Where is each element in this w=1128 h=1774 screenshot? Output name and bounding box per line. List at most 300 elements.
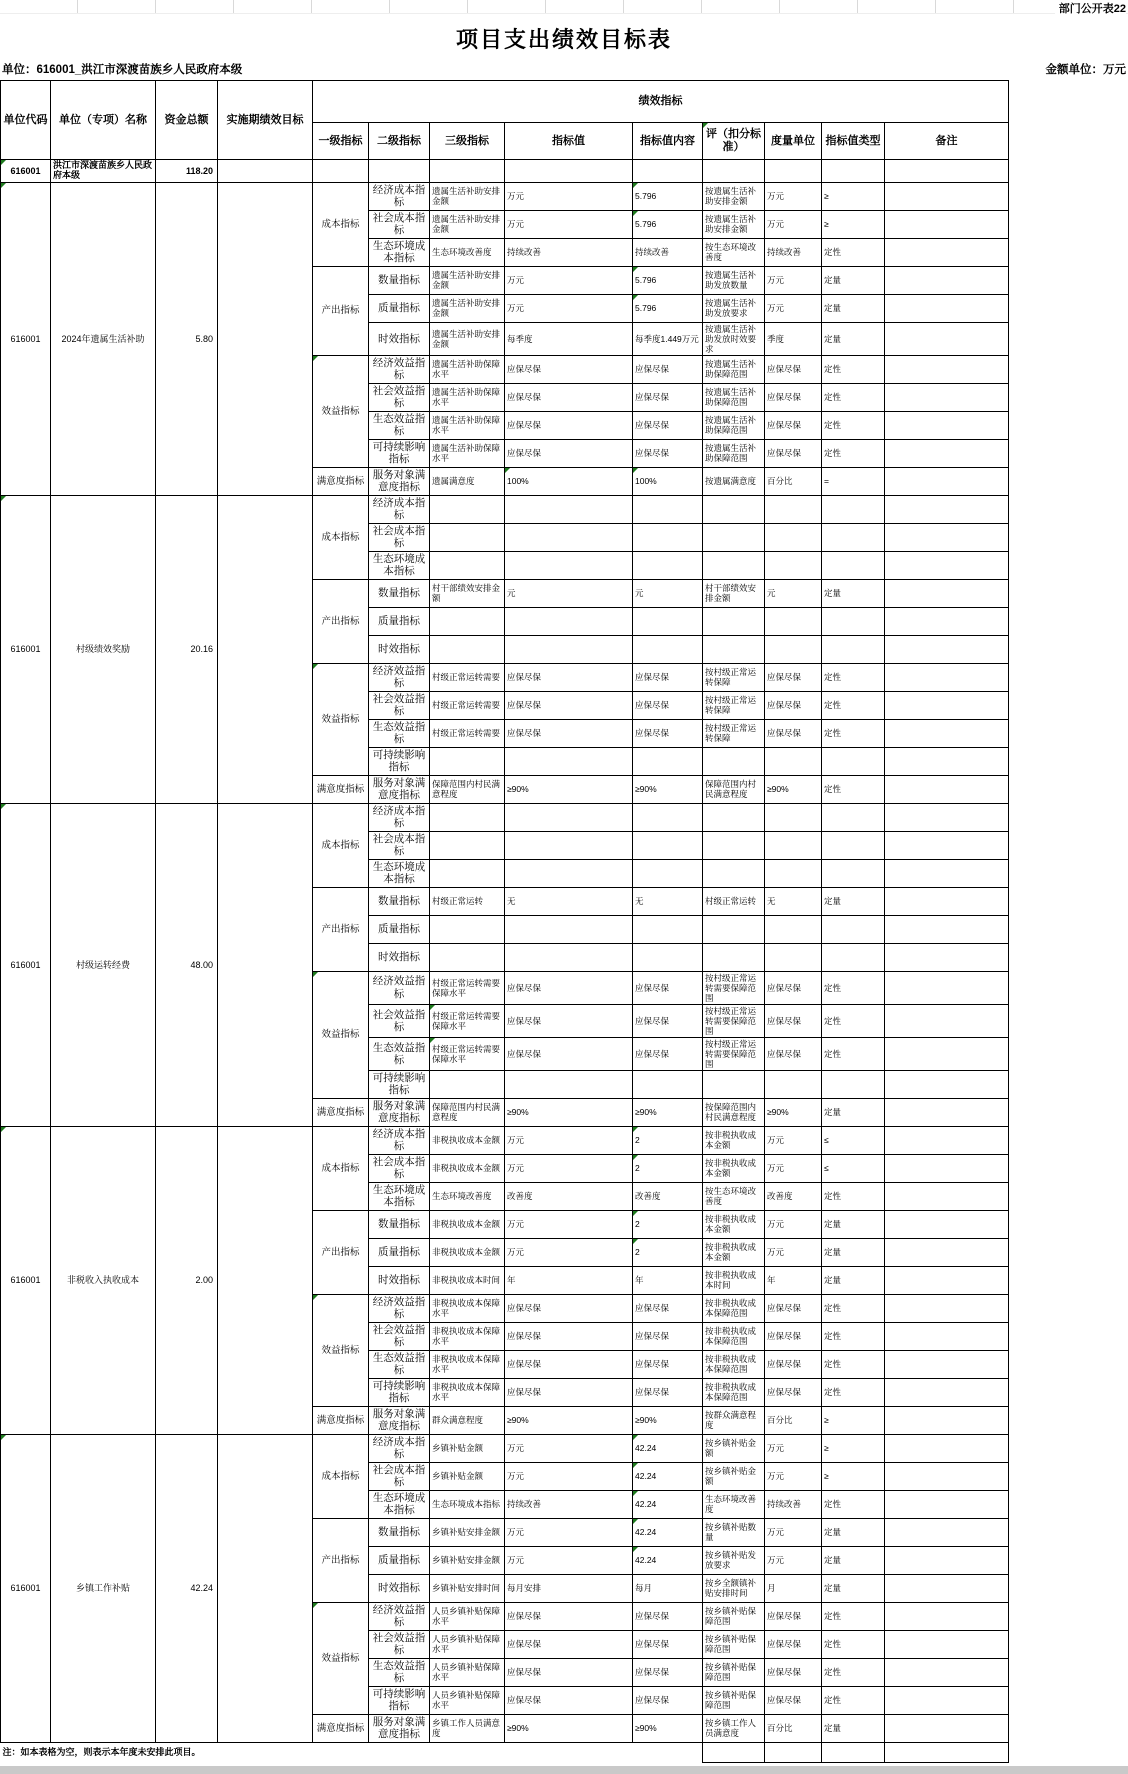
cell-value-content: 持续改善 <box>633 238 703 266</box>
cell-remark <box>885 1602 1009 1630</box>
cell-indicator-value: 每季度 <box>505 322 633 355</box>
cell-flag-icon <box>633 267 638 272</box>
cell-remark <box>885 1406 1009 1434</box>
cell-remark <box>885 1434 1009 1462</box>
cell-indicator-value: 应保尽保 <box>505 411 633 439</box>
cell-level3-indicator: 人员乡镇补贴保障水平 <box>430 1658 505 1686</box>
cell-measure-unit: 万元 <box>765 1210 822 1238</box>
cell-level1-indicator: 效益指标 <box>313 1294 369 1406</box>
cell-level3-indicator: 遗属生活补助安排金额 <box>430 266 505 294</box>
cell-standard <box>703 1742 765 1762</box>
cell-value-type: 定性 <box>822 719 885 747</box>
cell-level3-indicator: 村级正常运转需要 <box>430 719 505 747</box>
cell-flag-icon <box>313 972 318 977</box>
cell-measure-unit: 应保尽保 <box>765 1037 822 1070</box>
cell-scoring-standard <box>703 803 765 831</box>
cell-remark <box>885 719 1009 747</box>
indicator-row <box>1 1434 1009 1462</box>
cell-level1-indicator: 效益指标 <box>313 355 369 467</box>
cell-level2-indicator: 服务对象满意度指标 <box>369 467 430 495</box>
cell-flag-icon <box>633 1127 638 1132</box>
cell-scoring-standard: 按非税执收成本保障范围 <box>703 1322 765 1350</box>
cell-flag-icon <box>703 123 708 128</box>
cell-value-content: 应保尽保 <box>633 1378 703 1406</box>
cell-measure-unit: 万元 <box>765 1518 822 1546</box>
cell-value-type: ≥ <box>822 1462 885 1490</box>
cell-indicator-value: 应保尽保 <box>505 691 633 719</box>
cell-level2-indicator: 生态环境成本指标 <box>369 1182 430 1210</box>
cell-scoring-standard <box>703 859 765 887</box>
cell-unit-code: 616001 <box>1 803 51 1126</box>
cell-value-type: ≥ <box>822 210 885 238</box>
cell-value-content <box>633 495 703 523</box>
cell-level3-indicator: 非税执收成本金额 <box>430 1126 505 1154</box>
cell-level1-indicator: 产出指标 <box>313 1518 369 1602</box>
cell-level3-indicator: 遗属生活补助保障水平 <box>430 383 505 411</box>
cell-value-content: 应保尽保 <box>633 1322 703 1350</box>
cell-remark <box>885 1658 1009 1686</box>
cell-l2 <box>369 160 430 183</box>
cell-flag-icon <box>1 1127 6 1132</box>
cell-flag-icon <box>633 1463 638 1468</box>
cell-level3-indicator: 非税执收成本保障水平 <box>430 1350 505 1378</box>
cell-level2-indicator: 社会效益指标 <box>369 1322 430 1350</box>
cell-indicator-value: 100% <box>505 467 633 495</box>
cell-indicator-value <box>505 859 633 887</box>
cell-indicator-value: ≥90% <box>505 775 633 803</box>
cell-value-type: 定性 <box>822 1602 885 1630</box>
cell-remark <box>885 1630 1009 1658</box>
cell-level2-indicator: 质量指标 <box>369 294 430 322</box>
cell-level3-indicator: 遗属生活补助保障水平 <box>430 355 505 383</box>
amount-unit-label: 金额单位：万元 <box>1045 64 1126 76</box>
cell-measure-unit: 应保尽保 <box>765 1602 822 1630</box>
cell-measure-unit: 百分比 <box>765 1714 822 1742</box>
cell-value-content: 改善度 <box>633 1182 703 1210</box>
cell-value-content: 应保尽保 <box>633 663 703 691</box>
cell-level2-indicator: 经济成本指标 <box>369 182 430 210</box>
cell-value-type: 定量 <box>822 579 885 607</box>
cell-remark <box>885 1266 1009 1294</box>
cell-measure-unit <box>765 551 822 579</box>
cell-level3-indicator <box>430 747 505 775</box>
cell-indicator-value <box>505 523 633 551</box>
cell-level2-indicator: 生态效益指标 <box>369 1350 430 1378</box>
cell-content <box>633 160 703 183</box>
cell-indicator-value: 万元 <box>505 266 633 294</box>
cell-level2-indicator: 生态环境成本指标 <box>369 238 430 266</box>
cell-level3-indicator: 村级正常运转 <box>430 887 505 915</box>
cell-flag-icon <box>633 1491 638 1496</box>
cell-value-type: 定量 <box>822 1574 885 1602</box>
cell-value-content: 42.24 <box>633 1546 703 1574</box>
cell-value-type: 定性 <box>822 1490 885 1518</box>
cell-flag-icon <box>1 804 6 809</box>
cell-indicator-value: 应保尽保 <box>505 1686 633 1714</box>
cell-value-type: 定性 <box>822 1294 885 1322</box>
cell-level1-indicator: 效益指标 <box>313 971 369 1098</box>
cell-scoring-standard: 按村级正常运转需要保障范围 <box>703 1004 765 1037</box>
cell-level1-indicator: 产出指标 <box>313 579 369 663</box>
cell-indicator-value: 持续改善 <box>505 238 633 266</box>
cell-remark <box>885 160 1009 183</box>
cell-scoring-standard: 按村级正常运转需要保障范围 <box>703 971 765 1004</box>
cell-value-content: 42.24 <box>633 1462 703 1490</box>
cell-value-content: 5.796 <box>633 294 703 322</box>
cell-value-content <box>633 523 703 551</box>
cell-value-content: 100% <box>633 467 703 495</box>
cell-indicator-value: 万元 <box>505 1462 633 1490</box>
cell-level2-indicator: 可持续影响指标 <box>369 1686 430 1714</box>
cell-scoring-standard: 按遗属生活补助保障范围 <box>703 383 765 411</box>
cell-remark <box>885 1546 1009 1574</box>
col-header-unit-code: 单位代码 <box>1 81 51 160</box>
cell-indicator-value: 应保尽保 <box>505 355 633 383</box>
cell-level3-indicator: 村级正常运转需要保障水平 <box>430 1037 505 1070</box>
cell-indicator-value <box>505 943 633 971</box>
cell-level2-indicator: 时效指标 <box>369 1574 430 1602</box>
cell-remark <box>885 1574 1009 1602</box>
cell-level3-indicator <box>430 635 505 663</box>
cell-scoring-standard <box>703 915 765 943</box>
cell-value-type <box>822 943 885 971</box>
cell-scoring-standard: 按乡镇补贴数量 <box>703 1518 765 1546</box>
cell-value-content: 5.796 <box>633 210 703 238</box>
col-header-period-target: 实施期绩效目标 <box>218 81 313 160</box>
cell-level2-indicator: 经济效益指标 <box>369 663 430 691</box>
cell-level2-indicator: 社会成本指标 <box>369 1154 430 1182</box>
cell-scoring-standard: 按乡镇补贴保障范围 <box>703 1630 765 1658</box>
cell-value-content: 应保尽保 <box>633 1602 703 1630</box>
sheet-number-label: 部门公开表22 <box>1055 0 1126 16</box>
cell-indicator-value: 万元 <box>505 1238 633 1266</box>
cell-level3-indicator: 非税执收成本金额 <box>430 1210 505 1238</box>
footnote-row <box>1 1742 1009 1762</box>
cell-indicator-value: 应保尽保 <box>505 1658 633 1686</box>
cell-scoring-standard: 按遗属生活补助保障范围 <box>703 439 765 467</box>
cell-value-content: 5.796 <box>633 182 703 210</box>
cell-remark <box>885 439 1009 467</box>
cell-value-content: 每月 <box>633 1574 703 1602</box>
cell-level3-indicator <box>430 943 505 971</box>
cell-measure-unit: 万元 <box>765 1154 822 1182</box>
cell-indicator-value: 应保尽保 <box>505 663 633 691</box>
cell-measure-unit <box>765 831 822 859</box>
cell-remark <box>885 383 1009 411</box>
cell-value-content <box>633 831 703 859</box>
cell-remark <box>885 1210 1009 1238</box>
cell-remark <box>885 238 1009 266</box>
cell-measure-unit: 应保尽保 <box>765 719 822 747</box>
cell-level3-indicator: 遗属生活补助安排金额 <box>430 182 505 210</box>
cell-indicator-value: 应保尽保 <box>505 1004 633 1037</box>
cell-remark <box>885 691 1009 719</box>
cell-measure-unit: ≥90% <box>765 1098 822 1126</box>
cell-scoring-standard: 按非税执收成本保障范围 <box>703 1378 765 1406</box>
cell-flag-icon <box>633 1155 638 1160</box>
cell-level3-indicator: 村级正常运转需要 <box>430 663 505 691</box>
cell-level1-indicator: 效益指标 <box>313 1602 369 1714</box>
cell-project-name: 村级运转经费 <box>51 803 156 1126</box>
cell-level2-indicator: 经济效益指标 <box>369 355 430 383</box>
col-header-total-funds: 资金总额 <box>156 81 218 160</box>
cell-measure-unit: 万元 <box>765 1462 822 1490</box>
cell-value-type: 定性 <box>822 1350 885 1378</box>
cell-value-type: 定性 <box>822 1182 885 1210</box>
cell-level2-indicator: 质量指标 <box>369 1238 430 1266</box>
cell-level3-indicator: 乡镇补贴安排金额 <box>430 1518 505 1546</box>
cell-unit-code: 616001 <box>1 1434 51 1742</box>
cell-level3-indicator: 乡镇补贴安排金额 <box>430 1546 505 1574</box>
cell-total-amount: 2.00 <box>156 1126 218 1434</box>
col-header-level1: 一级指标 <box>313 123 369 160</box>
cell-period-target <box>218 803 313 1126</box>
cell-remark <box>885 1490 1009 1518</box>
cell-level2-indicator: 社会效益指标 <box>369 1004 430 1037</box>
cell-remark <box>885 1182 1009 1210</box>
cell-level3-indicator: 群众满意程度 <box>430 1406 505 1434</box>
cell-level3-indicator <box>430 803 505 831</box>
cell-scoring-standard: 村级正常运转 <box>703 887 765 915</box>
cell-level3-indicator: 乡镇工作人员满意度 <box>430 1714 505 1742</box>
cell-value-type: 定性 <box>822 1004 885 1037</box>
cell-total-amount: 42.24 <box>156 1434 218 1742</box>
cell-period-target <box>218 495 313 803</box>
cell-remark <box>885 1350 1009 1378</box>
cell-measure-unit: 应保尽保 <box>765 1630 822 1658</box>
cell-flag-icon <box>633 1547 638 1552</box>
cell-level2-indicator: 服务对象满意度指标 <box>369 775 430 803</box>
cell-remark <box>885 411 1009 439</box>
cell-value-type <box>822 915 885 943</box>
cell-remark <box>885 747 1009 775</box>
cell-value-content <box>633 747 703 775</box>
cell-scoring-standard: 按非税执收成本金额 <box>703 1154 765 1182</box>
cell-level1-indicator: 效益指标 <box>313 663 369 775</box>
cell-remark <box>885 579 1009 607</box>
cell-level1-indicator: 成本指标 <box>313 1126 369 1210</box>
cell-value-type: 定量 <box>822 1238 885 1266</box>
cell-scoring-standard: 按乡镇补贴保障范围 <box>703 1686 765 1714</box>
cell-remark <box>885 266 1009 294</box>
cell-scoring-standard: 按非税执收成本金额 <box>703 1126 765 1154</box>
cell-value-type: 定性 <box>822 439 885 467</box>
cell-value-type: ≤ <box>822 1126 885 1154</box>
cell-value-type: 定量 <box>822 1546 885 1574</box>
cell-project-name: 村级绩效奖励 <box>51 495 156 803</box>
cell-indicator-value: 万元 <box>505 1434 633 1462</box>
cell-value-content: 42.24 <box>633 1518 703 1546</box>
cell-project-name: 非税收入执收成本 <box>51 1126 156 1434</box>
cell-level2-indicator: 质量指标 <box>369 915 430 943</box>
cell-value-type: ≤ <box>822 1154 885 1182</box>
cell-level3-indicator: 村干部绩效安排金额 <box>430 579 505 607</box>
cell-value-content: 5.796 <box>633 266 703 294</box>
cell-scoring-standard: 按乡全额镇补贴安排时间 <box>703 1574 765 1602</box>
cell-measure-unit: 百分比 <box>765 467 822 495</box>
cell-measure-unit: 改善度 <box>765 1182 822 1210</box>
cell-remark <box>885 635 1009 663</box>
cell-value-type <box>822 831 885 859</box>
col-header-level2: 二级指标 <box>369 123 430 160</box>
cell-indicator-value: 每月安排 <box>505 1574 633 1602</box>
cell-measure-unit <box>765 803 822 831</box>
cell-scoring-standard: 按乡镇补贴保障范围 <box>703 1658 765 1686</box>
cell-level3-indicator: 非税执收成本保障水平 <box>430 1378 505 1406</box>
cell-value-content <box>633 915 703 943</box>
cell-level3-indicator <box>430 915 505 943</box>
cell-level1-indicator: 产出指标 <box>313 1210 369 1294</box>
cell-remark <box>885 1462 1009 1490</box>
cell-level3-indicator <box>430 551 505 579</box>
cell-measure-unit: 应保尽保 <box>765 1658 822 1686</box>
cell-measure-unit: 月 <box>765 1574 822 1602</box>
col-header-indicator-value: 指标值 <box>505 123 633 160</box>
cell-value-content: 年 <box>633 1266 703 1294</box>
cell-value-type: 定量 <box>822 322 885 355</box>
cell-scoring-standard: 按保障范围内村民满意程度 <box>703 1098 765 1126</box>
cell-measure-unit: 万元 <box>765 210 822 238</box>
cell-level2-indicator: 时效指标 <box>369 943 430 971</box>
cell-indicator-value <box>505 831 633 859</box>
table-body <box>1 160 1009 1763</box>
cell-value-type: 定性 <box>822 663 885 691</box>
cell-indicator-value <box>505 1070 633 1098</box>
cell-measure-unit <box>765 523 822 551</box>
cell-standard <box>703 160 765 183</box>
cell-measure-unit: 万元 <box>765 294 822 322</box>
cell-level3-indicator: 村级正常运转需要保障水平 <box>430 1004 505 1037</box>
cell-value-type: 定量 <box>822 266 885 294</box>
cell-indicator-value: 应保尽保 <box>505 1037 633 1070</box>
cell-measure-unit <box>765 635 822 663</box>
cell-value-type: 定性 <box>822 411 885 439</box>
cell-level2-indicator: 社会效益指标 <box>369 691 430 719</box>
cell-measure-unit: 万元 <box>765 1126 822 1154</box>
cell-measure-unit <box>765 607 822 635</box>
cell-measure-unit: 应保尽保 <box>765 1004 822 1037</box>
cell-measure-unit <box>765 859 822 887</box>
cell-level3-indicator: 生态环境成本指标 <box>430 1490 505 1518</box>
cell-value-content: 42.24 <box>633 1434 703 1462</box>
cell-value-content: ≥90% <box>633 775 703 803</box>
cell-indicator-value: 万元 <box>505 210 633 238</box>
cell-remark <box>885 551 1009 579</box>
cell-measure-unit <box>765 495 822 523</box>
cell-measure-unit: 应保尽保 <box>765 383 822 411</box>
cell-value-content: 2 <box>633 1126 703 1154</box>
cell-scoring-standard: 按非税执收成本保障范围 <box>703 1350 765 1378</box>
cell-measure-unit: 应保尽保 <box>765 971 822 1004</box>
cell-value-content <box>633 607 703 635</box>
cell-measure-unit: 应保尽保 <box>765 1294 822 1322</box>
cell-value-content: 应保尽保 <box>633 1630 703 1658</box>
cell-indicator-value: 万元 <box>505 182 633 210</box>
cell-level3-indicator: 乡镇补贴金额 <box>430 1462 505 1490</box>
cell-level3-indicator: 非税执收成本保障水平 <box>430 1294 505 1322</box>
cell-measure-unit: 年 <box>765 1266 822 1294</box>
cell-level1-indicator: 产出指标 <box>313 887 369 971</box>
cell-level3-indicator: 遗属满意度 <box>430 467 505 495</box>
cell-level3-indicator: 遗属生活补助安排金额 <box>430 322 505 355</box>
cell-level3-indicator: 保障范围内村民满意程度 <box>430 1098 505 1126</box>
cell-remark <box>885 1004 1009 1037</box>
cell-indicator-value: 万元 <box>505 1154 633 1182</box>
cell-level2-indicator: 数量指标 <box>369 579 430 607</box>
cell-measure-unit: 应保尽保 <box>765 1322 822 1350</box>
cell-indicator-value: 无 <box>505 887 633 915</box>
cell-scoring-standard <box>703 523 765 551</box>
cell-value-type <box>822 859 885 887</box>
cell-scoring-standard <box>703 943 765 971</box>
cell-level1-indicator: 成本指标 <box>313 182 369 266</box>
cell-period-target <box>218 1126 313 1434</box>
cell-value-type: 定量 <box>822 294 885 322</box>
cell-unit-code: 616001 <box>1 182 51 495</box>
indicator-row <box>1 803 1009 831</box>
cell-scoring-standard: 按非税执收成本时间 <box>703 1266 765 1294</box>
cell-level2-indicator: 生态环境成本指标 <box>369 859 430 887</box>
indicator-row <box>1 495 1009 523</box>
cell-value-type <box>822 803 885 831</box>
cell-value-content <box>633 551 703 579</box>
cell-indicator-value: 万元 <box>505 294 633 322</box>
cell-remark <box>885 1126 1009 1154</box>
cell-measure-unit: 应保尽保 <box>765 411 822 439</box>
cell-remark <box>885 887 1009 915</box>
cell-indicator-value: 万元 <box>505 1210 633 1238</box>
footnote-text: 注：如本表格为空，则表示本年度未安排此项目。 <box>2 1746 201 1757</box>
cell-remark <box>885 294 1009 322</box>
cell-level2-indicator: 时效指标 <box>369 635 430 663</box>
cell-value-content: 应保尽保 <box>633 355 703 383</box>
cell-remark <box>885 663 1009 691</box>
cell-total-amount: 5.80 <box>156 182 218 495</box>
cell-value-type: ≥ <box>822 182 885 210</box>
cell-value-content: 应保尽保 <box>633 383 703 411</box>
cell-level3-indicator <box>430 523 505 551</box>
cell-unit-name: 洪江市深渡苗族乡人民政府本级 <box>51 160 156 183</box>
cell-flag-icon <box>313 356 318 361</box>
cell-level3-indicator: 非税执收成本时间 <box>430 1266 505 1294</box>
cell-value-type: 定性 <box>822 1630 885 1658</box>
cell-total-amount: 20.16 <box>156 495 218 803</box>
cell-scoring-standard: 按乡镇补贴金额 <box>703 1462 765 1490</box>
cell-remark <box>885 355 1009 383</box>
cell-level2-indicator: 数量指标 <box>369 1518 430 1546</box>
cell-indicator-value: 应保尽保 <box>505 1350 633 1378</box>
cell-indicator-value <box>505 607 633 635</box>
cell-project-name: 乡镇工作补贴 <box>51 1434 156 1742</box>
cell-level3-indicator: 保障范围内村民满意程度 <box>430 775 505 803</box>
cell-remark <box>885 495 1009 523</box>
cell-value-type: 定性 <box>822 1378 885 1406</box>
cell-scoring-standard <box>703 747 765 775</box>
cell-level3-indicator: 非税执收成本金额 <box>430 1238 505 1266</box>
cell-value-content: 42.24 <box>633 1490 703 1518</box>
cell-value-type: 定性 <box>822 775 885 803</box>
cell-level2-indicator: 经济成本指标 <box>369 1126 430 1154</box>
cell-value-content: 应保尽保 <box>633 691 703 719</box>
bottom-window-edge <box>0 1766 1128 1774</box>
cell-indicator-value: ≥90% <box>505 1098 633 1126</box>
page-title: 项目支出绩效目标表 <box>455 27 672 52</box>
cell-scoring-standard: 按乡镇补贴金额 <box>703 1434 765 1462</box>
cell-remark <box>885 1154 1009 1182</box>
cell-indicator-value: 改善度 <box>505 1182 633 1210</box>
cell-remark <box>885 1714 1009 1742</box>
cell-value-content: 无 <box>633 887 703 915</box>
